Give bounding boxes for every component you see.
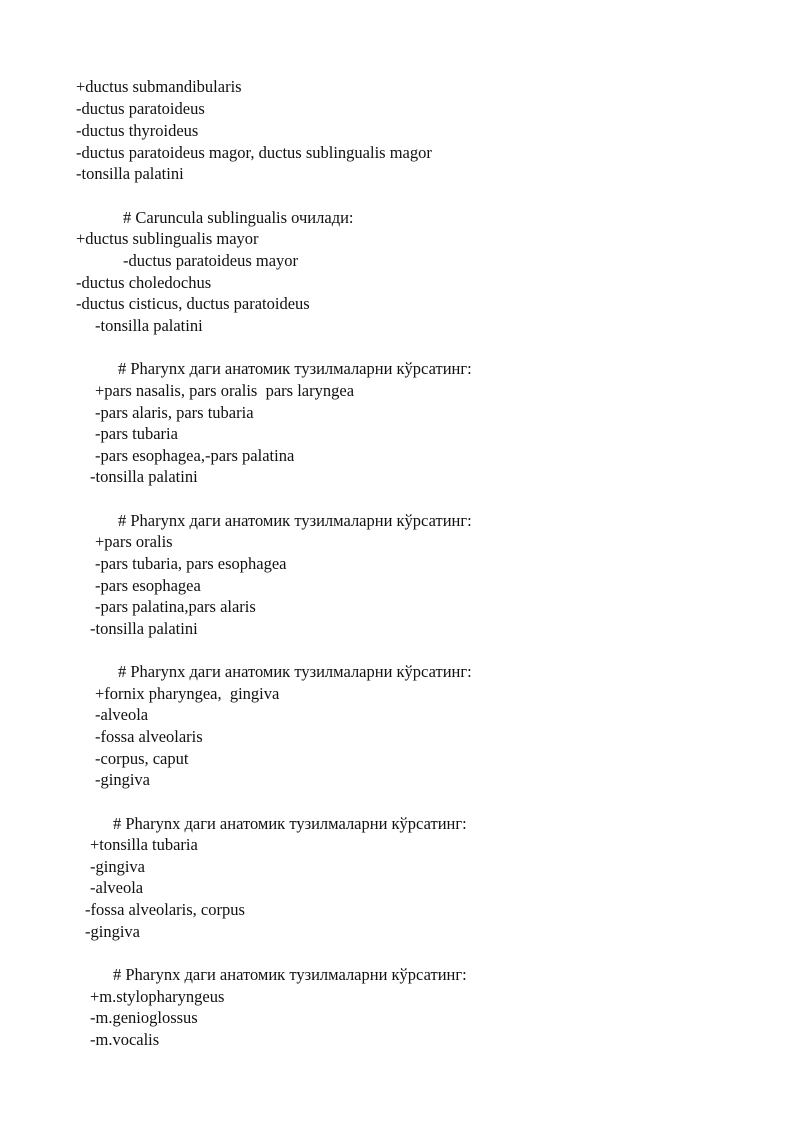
question-text: # Pharynx даги анатомик тузилмаларни кўрсатинг: [118,511,472,530]
answer-option: -gingiva [95,770,150,789]
answer-option: -pars esophagea,-pars palatina [95,446,295,465]
answer-option: +m.stylopharyngeus [90,987,225,1006]
answer-option: -m.vocalis [90,1030,160,1049]
answer-option: -ductus paratoideus magor, ductus sublingualis magor [76,143,432,162]
answer-option: +fornix pharyngea, gingiva [95,684,280,703]
answer-option: -gingiva [90,857,145,876]
answer-option: -ductus paratoideus [76,99,205,118]
answer-option: -tonsilla palatini [76,164,184,183]
answer-option: +pars nasalis, pars oralis pars laryngea [95,381,355,400]
answer-option: +ductus sublingualis mayor [76,229,259,248]
question-text: # Pharynx даги анатомик тузилмаларни кўрсатинг: [113,814,467,833]
answer-option: -pars esophagea [95,576,201,595]
answer-option: +pars oralis [95,532,173,551]
answer-option: -tonsilla palatini [90,619,198,638]
answer-option: -fossa alveolaris, corpus [85,900,245,919]
answer-option: +ductus submandibularis [76,77,242,96]
answer-option: -fossa alveolaris [95,727,203,746]
answer-option: -alveola [90,878,144,897]
answer-option: -pars tubaria, pars esophagea [95,554,287,573]
answer-option: -ductus cisticus, ductus paratoideus [76,294,310,313]
answer-option: -ductus thyroideus [76,121,199,140]
answer-option: -m.genioglossus [90,1008,198,1027]
answer-option: -gingiva [85,922,140,941]
answer-option: -tonsilla palatini [90,467,198,486]
answer-option: -alveola [95,705,149,724]
answer-option: -ductus choledochus [76,273,212,292]
answer-option: -tonsilla palatini [95,316,203,335]
answer-option: -pars tubaria [95,424,178,443]
answer-option: -pars alaris, pars tubaria [95,403,254,422]
question-text: # Caruncula sublingualis очилади: [123,208,354,227]
answer-option: +tonsilla tubaria [90,835,198,854]
question-text: # Pharynx даги анатомик тузилмаларни кўрсатинг: [113,965,467,984]
answer-option: -pars palatina,pars alaris [95,597,256,616]
question-text: # Pharynx даги анатомик тузилмаларни кўрсатинг: [118,359,472,378]
answer-option: -corpus, caput [95,749,189,768]
question-text: # Pharynx даги анатомик тузилмаларни кўрсатинг: [118,662,472,681]
answer-option: -ductus paratoideus mayor [123,251,299,270]
